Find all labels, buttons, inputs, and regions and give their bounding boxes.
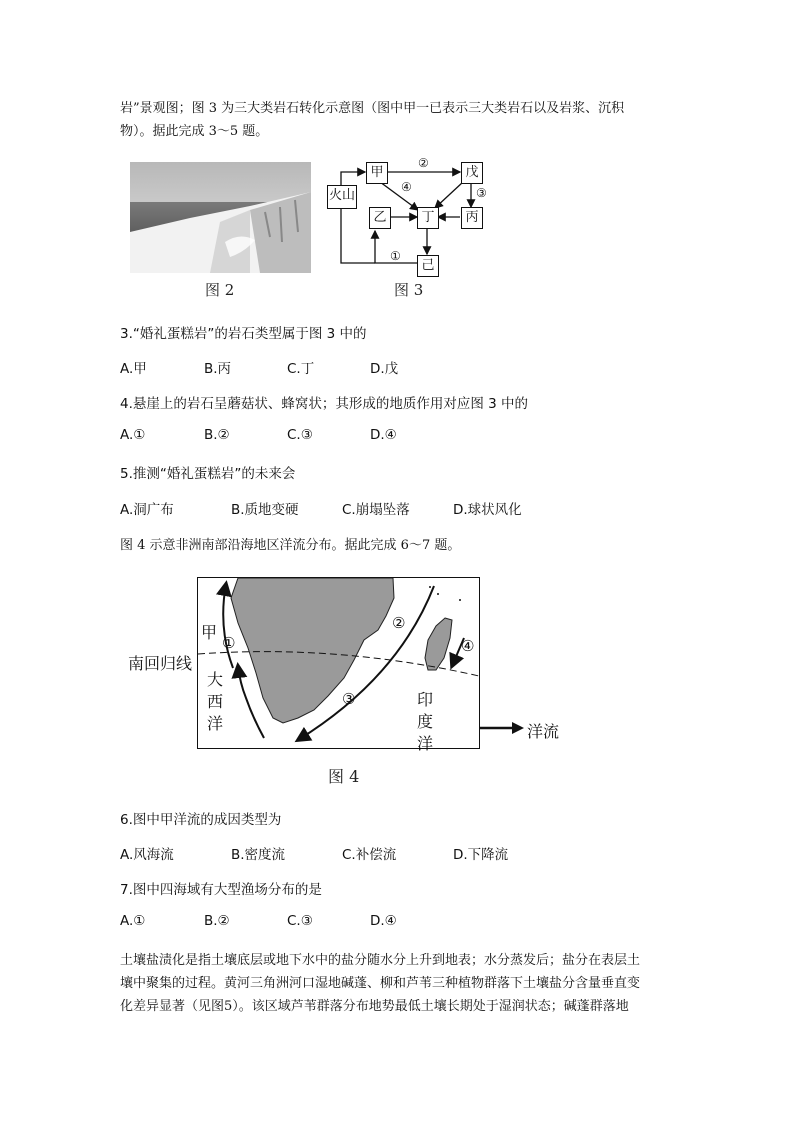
map-mark-1: ① <box>222 634 236 652</box>
figure-4-intro: 图 4 示意非洲南部沿海地区洋流分布。据此完成 6～7 题。 <box>120 538 461 553</box>
node-ji: 己 <box>417 255 439 277</box>
closing-line-1: 土壤盐渍化是指土壤底层或地下水中的盐分随水分上升到地表；水分蒸发后；盐分在表层土 <box>120 953 641 968</box>
q5-option-a: A.洞广布 <box>120 502 174 518</box>
intro-line-1: 岩”景观图；图 3 为三大类岩石转化示意图（图中甲一已表示三大类岩石以及岩浆、沉积 <box>120 101 625 116</box>
atlantic-char-1: 大 <box>207 670 224 689</box>
indian-char-3: 洋 <box>417 734 434 753</box>
map-mark-4: ④ <box>461 637 475 655</box>
q3-option-a: A.甲 <box>120 361 147 377</box>
node-jia: 甲 <box>366 162 388 184</box>
atlantic-char-3: 洋 <box>207 714 224 733</box>
question-7: 7.图中四海域有大型渔场分布的是 <box>120 882 322 898</box>
q6-option-d: D.下降流 <box>453 847 509 863</box>
q5-option-c: C.崩塌坠落 <box>342 502 410 518</box>
node-bing: 丙 <box>461 207 483 229</box>
map-label-jia: 甲 <box>201 623 218 642</box>
q7-option-d: D.④ <box>370 913 397 929</box>
map-mark-3: ③ <box>342 690 356 708</box>
arrow-label-1: ① <box>390 249 401 263</box>
q7-option-c: C.③ <box>287 913 313 929</box>
q3-option-d: D.戊 <box>370 361 399 377</box>
closing-line-3: 化差异显著（见图5）。该区域芦苇群落分布地势最低土壤长期处于湿润状态；碱蓬群落地 <box>120 999 629 1014</box>
question-6: 6.图中甲洋流的成因类型为 <box>120 812 282 828</box>
q4-option-c: C.③ <box>287 427 313 443</box>
q7-option-b: B.② <box>204 913 230 929</box>
node-yi: 乙 <box>369 207 391 229</box>
q6-option-b: B.密度流 <box>231 847 286 863</box>
question-3: 3.“婚礼蛋糕岩”的岩石类型属于图 3 中的 <box>120 326 367 342</box>
question-4: 4.悬崖上的岩石呈蘑菇状、蜂窝状；其形成的地质作用对应图 3 中的 <box>120 396 529 412</box>
q6-option-a: A.风海流 <box>120 847 174 863</box>
q3-option-b: B.丙 <box>204 361 232 377</box>
node-wu: 戊 <box>461 162 483 184</box>
q5-option-b: B.质地变硬 <box>231 502 299 518</box>
q6-option-c: C.补偿流 <box>342 847 397 863</box>
arrow-label-4: ④ <box>401 180 412 194</box>
q4-option-a: A.① <box>120 427 146 443</box>
question-5: 5.推测“婚礼蛋糕岩”的未来会 <box>120 466 296 482</box>
node-ding: 丁 <box>417 207 439 229</box>
q7-option-a: A.① <box>120 913 146 929</box>
q3-option-c: C.丁 <box>287 361 315 377</box>
intro-line-2: 物）。据此完成 3～5 题。 <box>120 124 269 139</box>
legend-arrow-icon <box>480 721 524 735</box>
indian-char-2: 度 <box>417 712 434 731</box>
indian-char-1: 印 <box>417 690 434 709</box>
figure-2-photo <box>130 162 311 273</box>
arrow-label-2: ② <box>418 156 429 170</box>
closing-line-2: 壤中聚集的过程。黄河三角洲河口湿地碱蓬、柳和芦苇三种植物群落下土壤盐分含量垂直变 <box>120 976 641 991</box>
node-volcano: 火山 <box>327 185 357 209</box>
figure-4-caption: 图 4 <box>328 767 360 786</box>
map-mark-2: ② <box>392 614 406 632</box>
q4-option-d: D.④ <box>370 427 397 443</box>
figure-3-caption: 图 3 <box>394 281 424 299</box>
figure-4-map <box>197 577 480 749</box>
atlantic-char-2: 西 <box>207 692 224 711</box>
arrow-label-3: ③ <box>476 186 487 200</box>
q4-option-b: B.② <box>204 427 230 443</box>
q5-option-d: D.球状风化 <box>453 502 522 518</box>
legend-current-label: 洋流 <box>527 722 560 741</box>
figure-2-caption: 图 2 <box>205 281 235 299</box>
tropic-label: 南回归线 <box>128 654 193 673</box>
